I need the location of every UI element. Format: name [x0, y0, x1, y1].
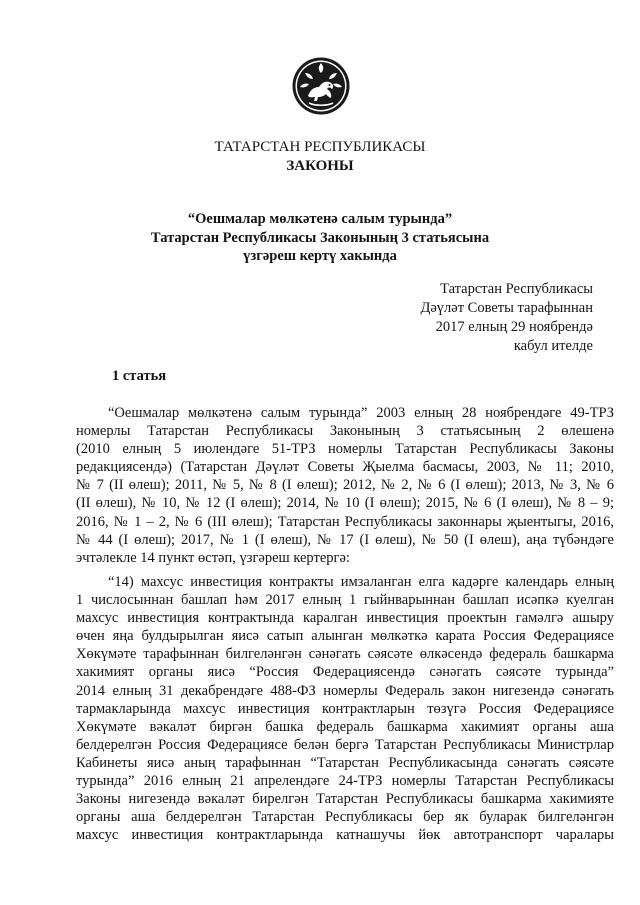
- text-line: 1 числосыннан башлап һәм 2017 елның 1 гыйнварыннан башлап исәпкә куелган: [76, 592, 614, 609]
- subject-line: үзгәреш кертү хакында: [243, 248, 397, 264]
- text-line: № 7 (II өлеш); 2011, № 5, № 8 (I өлеш); 2012, № 2, № 6 (I өлеш); 2013, № 3, № 6: [76, 477, 614, 494]
- text-line: (II өлеш), № 10, № 12 (I өлеш); 2014, № 10 (I өлеш); 2015, № 6 (I өлеш), № 8 – 9;: [76, 495, 614, 512]
- text-line: тармакларында махсус инвестиция контрактларын төзүгә Россия Федерациясе: [76, 700, 614, 717]
- text-line: белдерелгән Россия Федерациясе белән бергә Татарстан Республикасы Министрлар: [76, 736, 614, 753]
- text-line: Законы нигезендә вәкаләт бирелгән Татарстан Республикасы башкарма хакимияте: [76, 791, 614, 808]
- text-line: эчтәлекле 14 пункт өстәп, үзгәреш кертергә:: [76, 549, 350, 566]
- text-line: “Оешмалар мөлкәтенә салым турында” 2003 елның 28 ноябрендәге 49-ТРЗ: [108, 405, 614, 421]
- law-subject: [0, 210, 640, 266]
- text-line: турында” 2016 елның 21 апрелендәге 24-ТРЗ номерлы Татарстан Республикасы: [76, 773, 614, 790]
- text-line: Хөкүмәте тарафыннан билгеләнгән сәнәгать сәясәте өлкәсендә федераль башкарма: [76, 646, 614, 663]
- text-line: “14) махсус инвестиция контракты имзаланган елга кадәрге календарь елның: [108, 574, 614, 590]
- adoption-line: кабул ителде: [513, 338, 593, 354]
- adoption-line: Татарстан Республикасы: [440, 281, 593, 297]
- subject-line: “Оешмалар мөлкәтенә салым турында”: [187, 211, 453, 227]
- subject-line: Татарстан Республикасы Законының 3 статьясына: [150, 229, 490, 246]
- article-paragraph: [76, 404, 614, 567]
- text-line: махсус инвестиция контрактында каралган инвестиция проектын гамәлгә ашыру: [76, 610, 614, 627]
- adoption-line: 2017 елның 29 ноябрендә: [435, 319, 593, 335]
- text-line: махсус инвестиция контрактларында катнашучы йөк автотранспорт чаралары: [76, 827, 614, 844]
- text-line: номерлы Татарстан Республикасы Законының 3 статьясының 2 өлешенә: [76, 423, 614, 440]
- tatarstan-emblem-icon: [291, 56, 351, 116]
- text-line: № 44 (I өлеш); 2017, № 1 (I өлеш), № 17 (I өлеш), № 50 (I өлеш), аңа түбәндәге: [76, 531, 614, 548]
- adoption-line: Дәүләт Советы тарафыннан: [420, 300, 593, 316]
- text-line: (2010 елның 5 июлендәге 51-ТРЗ номерлы Татарстан Республикасы Законы: [76, 441, 614, 458]
- text-line: Кабинеты яисә аның тарафыннан “Татарстан Республикасында сәнәгать сәясәте: [76, 754, 614, 771]
- text-line: 2014 елның 31 декабрендәге 488-ФЗ номерлы Федераль закон нигезендә сәнәгать: [76, 682, 614, 699]
- text-line: хакимият органы яисә “Россия Федерациясендә сәнәгать сәясәте турында”: [76, 664, 614, 681]
- text-line: редакциясендә) (Татарстан Дәүләт Советы Җыелма басмасы, 2003, № 11; 2010,: [76, 459, 614, 476]
- document-type: ЗАКОНЫ: [286, 158, 354, 174]
- text-line: 2016, № 1 – 2, № 6 (III өлеш); Татарстан Республикасы законнары җыентыгы, 2016,: [76, 513, 614, 530]
- amendment-paragraph: [76, 573, 614, 844]
- text-line: органы аша белдерелгән Татарстан Республикасы бер як буларак билгеләнгән: [76, 809, 614, 826]
- article-heading: 1 статья: [112, 368, 167, 384]
- adoption-note: [420, 280, 593, 356]
- text-line: өчен яңа булдырылган яисә сатып алынган мөлкәткә карата Россия Федерациясе: [76, 628, 614, 645]
- text-line: Хөкүмәте вәкаләт биргән башка федераль башкарма хакимият органы аша: [76, 718, 614, 735]
- republic-name: ТАТАРСТАН РЕСПУБЛИКАСЫ: [214, 139, 426, 155]
